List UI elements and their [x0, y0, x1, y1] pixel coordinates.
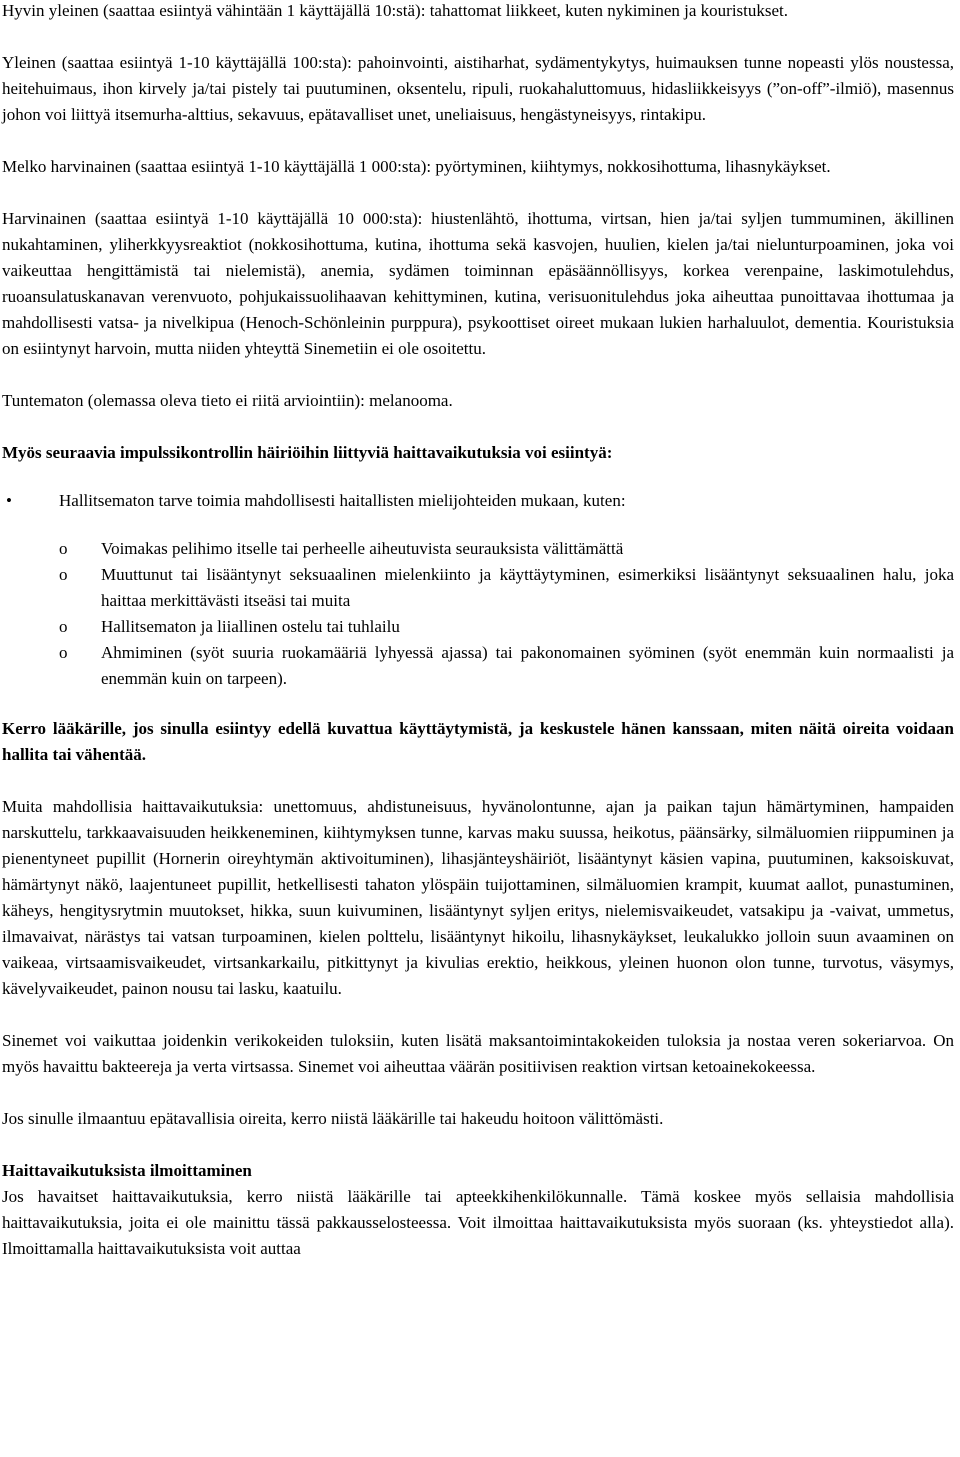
- common-paragraph: Yleinen (saattaa esiintyä 1-10 käyttäjällä 100:sta): pahoinvointi, aistiharhat, sydämentykytys, huimauksen tunne nopeasti ylös noustessa, heitehuimaus, ihon kirvely ja/tai pistely tai puutuminen, oksentelu, ripuli, ruokahaluttomuus, hidasliikkeisyys (”on-off”-ilmiö), masennus johon voi liittyä itsemurha-alttius, sekavuus, epätavalliset unet, uneliaisuus, hengästyneisyys, rintakipu.: [2, 53, 954, 124]
- bullet-text: Hallitsematon tarve toimia mahdollisesti haitallisten mielijohteiden mukaan, kuten:: [59, 491, 626, 510]
- sub-list: [59, 536, 954, 692]
- sub-list-item: o Muuttunut tai lisääntynyt seksuaalinen mielenkiinto ja käyttäytyminen, esimerkiksi lisääntynyt seksuaalinen halu, joka haittaa merkittävästi itseäsi tai muita: [59, 562, 954, 614]
- impulse-control-heading: Myös seuraavia impulssikontrollin häiriöihin liittyviä haittavaikutuksia voi esiintyä:: [2, 443, 613, 462]
- other-side-effects-paragraph: Muita mahdollisia haittavaikutuksia: unettomuus, ahdistuneisuus, hyvänolontunne, ajan ja paikan tajun hämärtyminen, hampaiden narskuttelu, tarkkaavaisuuden heikkeneminen, kiihtymyksen tunne, karvas maku suussa, heikotus, päänsärky, silmäluomien riippuminen ja pienentyneet pupillit (Hornerin oireyhtymän aktivoituminen), lihasjänteyshäiriöt, lisääntynyt käsien vapina, puutuminen, kaksoiskuvat, hämärtynyt näkö, laajentuneet pupillit, hetkellisesti tahaton ylöspäin tuijottaminen, silmäluomien krampit, kuumat aallot, punastuminen, käheys, hengitysrytmin muutokset, hikka, suun kuivuminen, lisääntynyt syljen eritys, nielemisvaikeudet, vatsakipu ja -vaivat, ummetus, ilmavaivat, närästys tai vatsan turpoaminen, kielen polttelu, lisääntynyt hikoilu, lihasnykäykset, leukalukko jolloin suun avaaminen on vaikeaa, virtsaamisvaikeudet, virtsankarkailu, pitkittynyt ja kivulias erektio, heikkous, yleinen huonon olon tunne, turvotus, väsymys, kävelyvaikeudet, painon nousu tai lasku, kaatuilu.: [2, 797, 954, 998]
- seek-care-paragraph: Jos sinulle ilmaantuu epätavallisia oireita, kerro niistä lääkärille tai hakeudu hoitoon välittömästi.: [2, 1109, 664, 1128]
- rare-paragraph: Harvinainen (saattaa esiintyä 1-10 käyttäjällä 10 000:sta): hiustenlähtö, ihottuma, virtsan, hien ja/tai syljen tummuminen, äkillinen nukahtaminen, yliherkkyysreaktiot (nokkosihottuma, kutina, ihottuma sekä kasvojen, huulien, kielen ja/tai nielunturpoaminen, joka voi vaikeuttaa hengittämistä tai nielemistä), anemia, sydämen toiminnan epäsäännöllisyys, korkea verenpaine, laskimotulehdus, ruoansulatuskanavan verenvuoto, pohjukaissuolihaavan kehittyminen, kutina, verisuonitulehdus joka aiheuttaa punoittavaa ihottumaa ja mahdollisesti vatsa- ja nivelkipua (Henoch-Schönleinin purppura), psykoottiset oireet mukaan lukien harhaluulot, dementia. Kouristuksia on esiintynyt harvoin, mutta niiden yhteyttä Sinemetiin ei ole osoitettu.: [2, 209, 954, 358]
- sub-list-item: o Hallitsematon ja liiallinen ostelu tai tuhlailu: [59, 614, 954, 640]
- sub-list-item: o Voimakas pelihimo itselle tai perheelle aiheutuvista seurauksista välittämättä: [59, 536, 954, 562]
- very-common-paragraph: Hyvin yleinen (saattaa esiintyä vähintään 1 käyttäjällä 10:stä): tahattomat liikkeet, kuten nykiminen ja kouristukset.: [2, 1, 789, 20]
- list-item: [2, 488, 954, 692]
- impulse-control-list: [2, 488, 954, 692]
- uncommon-paragraph: Melko harvinainen (saattaa esiintyä 1-10 käyttäjällä 1 000:sta): pyörtyminen, kiihtymys, nokkosihottuma, lihasnykäykset.: [2, 157, 831, 176]
- tell-doctor-notice: Kerro lääkärille, jos sinulla esiintyy edellä kuvattua käyttäytymistä, ja keskustele hänen kanssaan, miten näitä oireita voidaan hallita tai vähentää.: [2, 719, 954, 764]
- lab-tests-paragraph: Sinemet voi vaikuttaa joidenkin verikokeiden tuloksiin, kuten lisätä maksantoimintakokeiden tuloksia ja nostaa veren sokeriarvoa. On myös havaittu bakteereja ja verta virtsassa. Sinemet voi aiheuttaa väärän positiivisen reaktion virtsan ketoainekokeessa.: [2, 1031, 954, 1076]
- reporting-paragraph: Jos havaitset haittavaikutuksia, kerro niistä lääkärille tai apteekkihenkilökunnalle. Tämä koskee myös sellaisia mahdollisia haittavaikutuksia, joita ei ole mainittu tässä pakkausselosteessa. Voit ilmoittaa haittavaikutuksista myös suoraan (ks. yhteystiedot alla). Ilmoittamalla haittavaikutuksista voit auttaa: [2, 1187, 954, 1258]
- sub-list-item: o Ahmiminen (syöt suuria ruokamääriä lyhyessä ajassa) tai pakonomainen syöminen (syöt enemmän kuin normaalisti ja enemmän kuin on tarpeen).: [59, 640, 954, 692]
- unknown-frequency-paragraph: Tuntematon (olemassa oleva tieto ei riitä arviointiin): melanooma.: [2, 391, 453, 410]
- reporting-heading: Haittavaikutuksista ilmoittaminen: [2, 1161, 252, 1180]
